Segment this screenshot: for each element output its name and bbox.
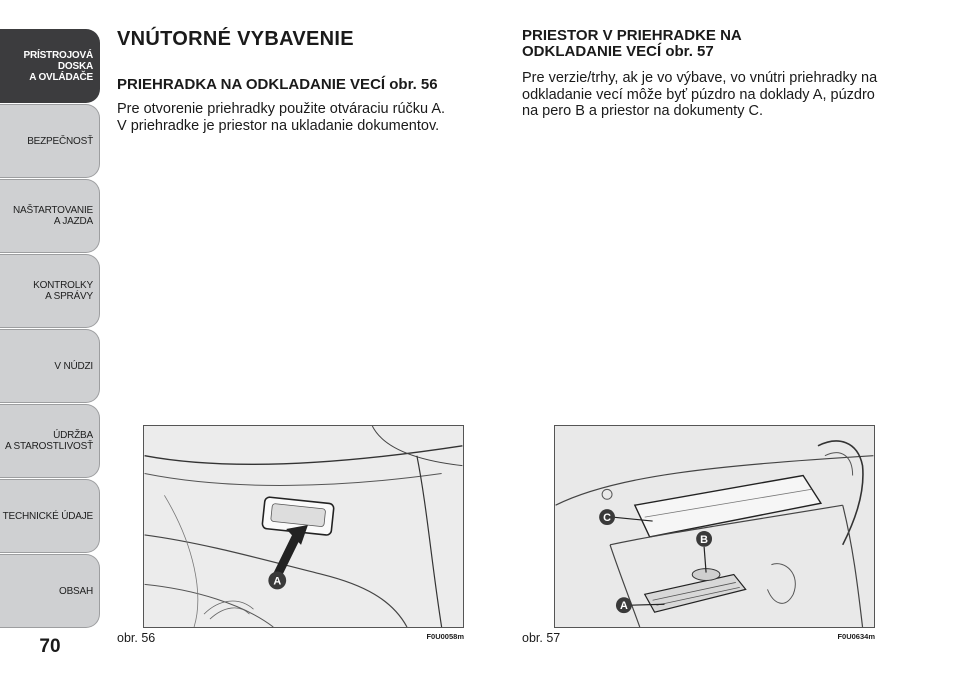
figure-56-caption: obr. 56 (117, 631, 156, 645)
section-heading-glovebox-space (522, 28, 922, 60)
figure-56-illustration (143, 425, 464, 628)
marker-b-label: B (700, 533, 709, 546)
tab-udrzba[interactable]: ÚDRŽBA A STAROSTLIVOSŤ (0, 404, 100, 478)
figure-56-code: F0U0058m (426, 632, 464, 641)
figure-57-code: F0U0634m (837, 632, 875, 641)
left-column (117, 28, 497, 134)
section-heading-text: PRIESTOR V PRIEHRADKE NA ODKLADANIE VECÍ (522, 27, 742, 60)
section-heading-glovebox (117, 77, 497, 93)
tab-pristrojova-doska[interactable]: PRÍSTROJOVÁ DOSKA A OVLÁDAČE (0, 29, 100, 103)
chapter-tabs (0, 0, 104, 677)
glovebox-interior-drawing (555, 426, 874, 627)
section-body: Pre verzie/trhy, ak je vo výbave, vo vnútri priehradky na odkladanie vecí môže byť púzdro na doklady A, púzdro na pero B a priestor na dokumenty C. (522, 70, 878, 119)
tab-bezpecnost[interactable]: BEZPEČNOSŤ (0, 104, 100, 178)
page-number: 70 (39, 636, 61, 657)
figure-reference: obr. 56 (389, 76, 438, 93)
right-column (522, 28, 922, 120)
glovebox-handle-drawing (144, 426, 463, 627)
figure-57-illustration (554, 425, 875, 628)
marker-c-label: C (603, 512, 611, 525)
marker-a-label: A (273, 575, 282, 588)
tab-kontrolky[interactable]: KONTROLKY A SPRÁVY (0, 254, 100, 328)
marker-a-label: A (619, 600, 628, 613)
figure-57-caption: obr. 57 (522, 631, 561, 645)
section-heading-text: PRIEHRADKA NA ODKLADANIE VECÍ (117, 76, 386, 93)
tab-nastartovanie[interactable]: NAŠTARTOVANIE A JAZDA (0, 179, 100, 253)
section-body: Pre otvorenie priehradky použite otváraciu rúčku A. V priehradke je priestor na ukladanie dokumentov. (117, 101, 446, 134)
page-title: VNÚTORNÉ VYBAVENIE (117, 28, 354, 50)
tab-v-nudzi[interactable]: V NÚDZI (0, 329, 100, 403)
figure-reference: obr. 57 (665, 43, 714, 60)
tab-obsah[interactable]: OBSAH (0, 554, 100, 628)
tab-technicke-udaje[interactable]: TECHNICKÉ ÚDAJE (0, 479, 100, 553)
